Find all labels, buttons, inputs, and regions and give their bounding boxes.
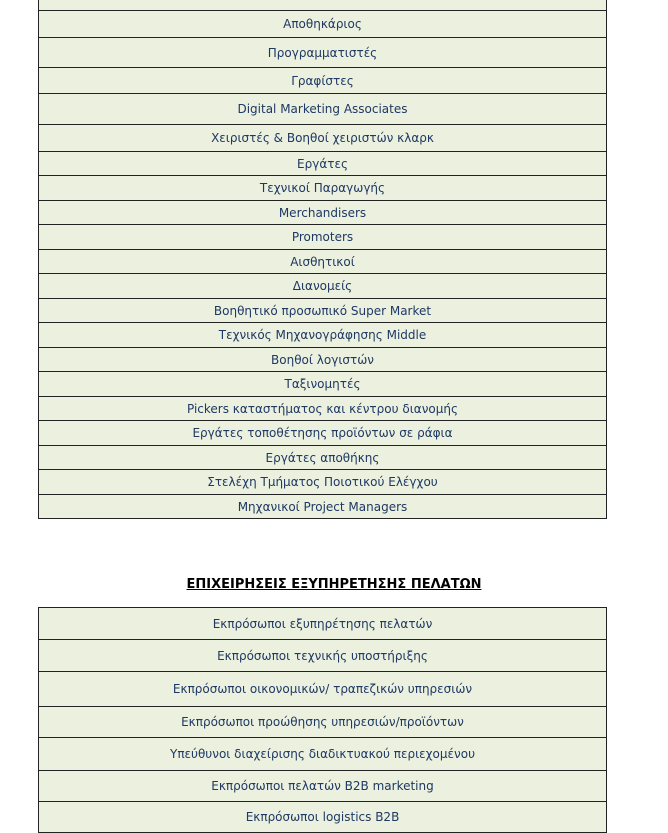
table-row	[39, 348, 607, 372]
table-row	[39, 68, 607, 94]
table-cell: Διανομείς	[39, 274, 607, 299]
table-row	[39, 397, 607, 421]
table-cell: Εργάτες	[39, 152, 607, 176]
table-cell: Αισθητικοί	[39, 250, 607, 274]
table-cell: Εκπρόσωποι προώθησης υπηρεσιών/προϊόντων	[39, 707, 607, 738]
table-row	[39, 640, 607, 672]
table-cell: Προγραμματιστές	[39, 38, 607, 68]
table-row	[39, 608, 607, 640]
section-title: ΕΠΙΧΕΙΡΗΣΕΙΣ ΕΞΥΠΗΡΕΤΗΣΗΣ ΠΕΛΑΤΩΝ	[186, 577, 482, 592]
table-cell: Μηχανικοί Project Managers	[39, 495, 607, 519]
table-cell: Εκπρόσωποι logistics B2B	[39, 802, 607, 833]
table-row	[39, 94, 607, 125]
table-row	[39, 274, 607, 299]
table-row	[39, 672, 607, 707]
table-row	[39, 152, 607, 176]
table-row	[39, 176, 607, 201]
table-cell: Τεχνικοί Παραγωγής	[39, 176, 607, 201]
table-cell: Τεχνικός Μηχανογράφησης Middle	[39, 323, 607, 348]
table-row	[39, 470, 607, 495]
table-cell	[39, 0, 607, 11]
table-row	[39, 0, 607, 11]
table-row	[39, 421, 607, 446]
table-row	[39, 201, 607, 225]
table-cell: Αποθηκάριος	[39, 11, 607, 38]
table-cell: Εργάτες αποθήκης	[39, 446, 607, 470]
table-row	[39, 250, 607, 274]
table-cell: Pickers καταστήματος και κέντρου διανομής	[39, 397, 607, 421]
table-cell: Εκπρόσωποι τεχνικής υποστήριξης	[39, 640, 607, 672]
table-row	[39, 495, 607, 519]
table-cell: Εργάτες τοποθέτησης προϊόντων σε ράφια	[39, 421, 607, 446]
table-row	[39, 372, 607, 397]
table-row	[39, 323, 607, 348]
table-cell: Στελέχη Τμήματος Ποιοτικού Ελέγχου	[39, 470, 607, 495]
table-row	[39, 225, 607, 250]
table-cell: Ταξινομητές	[39, 372, 607, 397]
table-cell: Χειριστές & Βοηθοί χειριστών κλαρκ	[39, 125, 607, 152]
table-row	[39, 771, 607, 802]
table-row	[39, 707, 607, 738]
table-cell: Digital Marketing Associates	[39, 94, 607, 125]
table-cell: Γραφίστες	[39, 68, 607, 94]
table-row	[39, 125, 607, 152]
table-row	[39, 738, 607, 771]
table-cell: Promoters	[39, 225, 607, 250]
table-row	[39, 11, 607, 38]
table-row	[39, 446, 607, 470]
table-cell: Βοηθητικό προσωπικό Super Market	[39, 299, 607, 323]
table-cell: Εκπρόσωποι εξυπηρέτησης πελατών	[39, 608, 607, 640]
table-cell: Υπεύθυνοι διαχείρισης διαδικτυακού περιεχομένου	[39, 738, 607, 771]
table-row	[39, 38, 607, 68]
table-row	[39, 802, 607, 833]
table-cell: Βοηθοί λογιστών	[39, 348, 607, 372]
table-cell: Merchandisers	[39, 201, 607, 225]
customer-service-table	[38, 607, 607, 833]
occupations-table	[38, 0, 607, 519]
table-row	[39, 299, 607, 323]
table-cell: Εκπρόσωποι οικονομικών/ τραπεζικών υπηρεσιών	[39, 672, 607, 707]
table-cell: Εκπρόσωποι πελατών B2B marketing	[39, 771, 607, 802]
